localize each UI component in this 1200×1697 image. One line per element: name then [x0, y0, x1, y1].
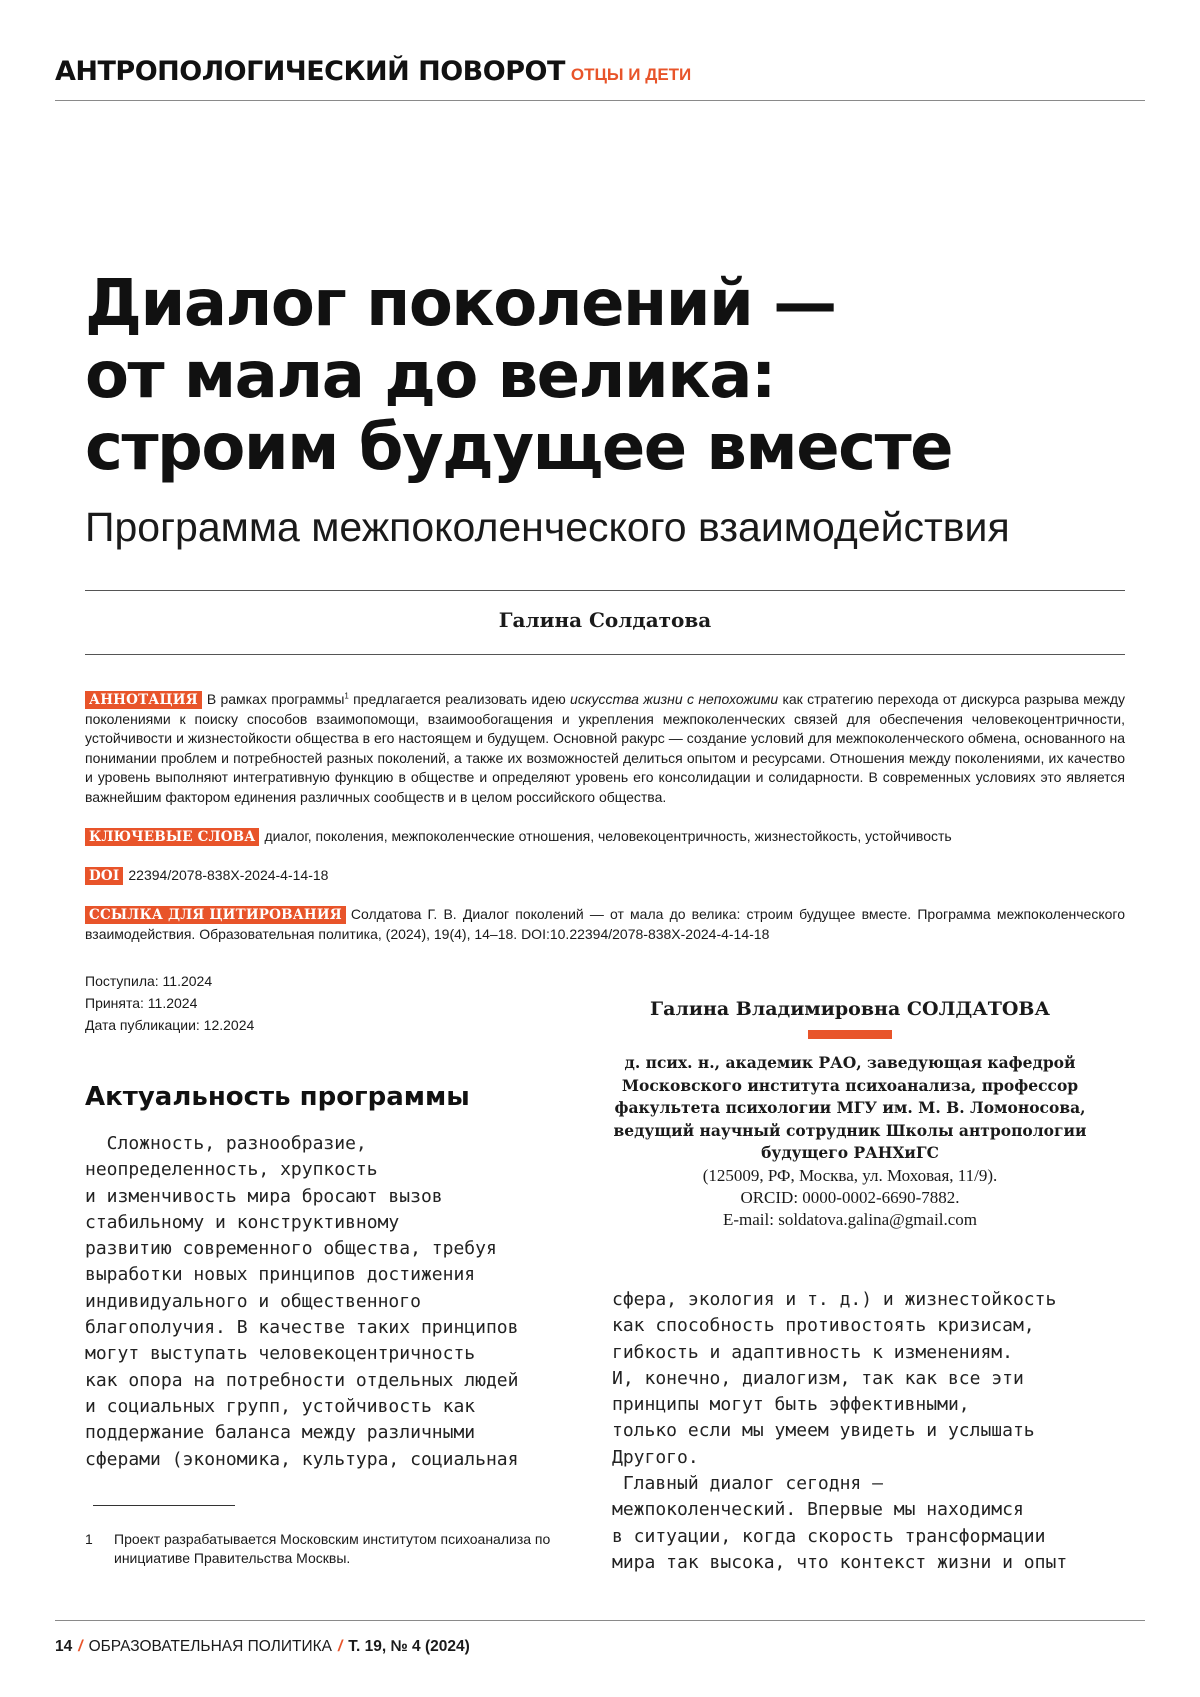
footnote: [85, 1530, 605, 1568]
body-column-right: [612, 1287, 1132, 1576]
text-line: И, конечно, диалогизм, так как все эти: [612, 1366, 1132, 1392]
section-title: АНТРОПОЛОГИЧЕСКИЙ ПОВОРОТ: [55, 56, 565, 87]
annotation-text: В рамках программы: [207, 691, 345, 707]
author-byline: Галина Солдатова: [85, 608, 1125, 632]
doi-block: [85, 866, 1125, 886]
keywords-label: КЛЮЧЕВЫЕ СЛОВА: [85, 828, 259, 846]
text-line: развитию современного общества, требуя: [85, 1236, 565, 1262]
issue-info: Т. 19, № 4 (2024): [348, 1638, 470, 1655]
divider: [85, 590, 1125, 591]
title-line: строим будущее вместе: [85, 412, 1125, 484]
article-title: [85, 268, 1125, 484]
running-header: [55, 56, 1145, 101]
journal-name: ОБРАЗОВАТЕЛЬНАЯ ПОЛИТИКА: [89, 1638, 332, 1655]
citation-text: Солдатова Г. В. Диалог поколений — от мала до велика: строим будущее вместе. Программа межпоколенческого взаимодействия. Образовательная политика, (2024), 19(4), 14–18. DOI:10.22394/2078-838X-2024-4-14-18: [85, 906, 1125, 942]
author-orcid: ORCID: 0000-0002-6690-7882.: [600, 1187, 1100, 1209]
text-line: Главный диалог сегодня —: [612, 1471, 1132, 1497]
footer-rule: [55, 1620, 1145, 1621]
page-footer: [55, 1638, 470, 1656]
annotation-text: как стратегию перехода от дискурса разрыва между поколениями к поиску способов взаимопомощи, взаимообогащения и укрепления межпоколенческих связей для обеспечения человекоцентричности, устойчивости и жизнестойкости общества в его настоящем и будущем. Основной ракурс — создание условий для межпоколенческого обмена, основанного на понимании проблем и потребностей разных поколений, а также их возможностей делиться опытом и ресурсами. Отношения между поколениями, их качество и уровень выполняют интегративную функцию в обществе и определяют уровень его консолидации и солидарности. В современных условиях это является важнейшим фактором единения различных сообществ и в целом российского общества.: [85, 691, 1125, 805]
author-address: (125009, РФ, Москва, ул. Моховая, 11/9).: [600, 1165, 1100, 1187]
article-subtitle: Программа межпоколенческого взаимодействия: [85, 504, 1145, 551]
text-line: мира так высока, что контекст жизни и опыт: [612, 1550, 1132, 1576]
keywords-text: диалог, поколения, межпоколенческие отношения, человекоцентричность, жизнестойкость, устойчивость: [264, 828, 951, 844]
doi-text: 22394/2078-838X-2024-4-14-18: [128, 867, 328, 883]
footnote-text: Проект разрабатывается Московским институтом психоанализа по инициативе Правительства Москвы.: [114, 1530, 605, 1568]
text-line: только если мы умеем увидеть и услышать: [612, 1418, 1132, 1444]
dates-block: [85, 970, 385, 1036]
annotation-emphasis: искусства жизни с непохожими: [570, 691, 778, 707]
text-line: как способность противостоять кризисам,: [612, 1313, 1132, 1339]
text-line: гибкость и адаптивность к изменениям.: [612, 1340, 1132, 1366]
author-position: д. псих. н., академик РАО, заведующая кафедрой Московского института психоанализа, профессор факультета психологии МГУ им. М. В. Ломоносова, ведущий научный сотрудник Школы антропологии будущего РАНХиГС: [600, 1052, 1100, 1165]
text-line: Другого.: [612, 1445, 1132, 1471]
text-line: как опора на потребности отдельных людей: [85, 1368, 565, 1394]
text-line: в ситуации, когда скорость трансформации: [612, 1524, 1132, 1550]
slash-separator: /: [78, 1638, 82, 1655]
section-heading: Актуальность программы: [85, 1082, 470, 1112]
text-line: межпоколенческий. Впервые мы находимся: [612, 1497, 1132, 1523]
text-line: поддержание баланса между различными: [85, 1420, 565, 1446]
slash-separator: /: [338, 1638, 342, 1655]
received-date: Поступила: 11.2024: [85, 970, 385, 992]
text-line: стабильному и конструктивному: [85, 1210, 565, 1236]
accepted-date: Принята: 11.2024: [85, 992, 385, 1014]
author-full-name: Галина Владимировна СОЛДАТОВА: [600, 998, 1100, 1020]
doi-label: DOI: [85, 867, 123, 885]
published-date: Дата публикации: 12.2024: [85, 1014, 385, 1036]
footnote-number: 1: [85, 1530, 93, 1549]
text-line: индивидуального и общественного: [85, 1289, 565, 1315]
rubric-label: ОТЦЫ И ДЕТИ: [571, 65, 691, 84]
author-email[interactable]: E-mail: soldatova.galina@gmail.com: [600, 1209, 1100, 1231]
footnote-mark: 1: [344, 691, 348, 700]
keywords-block: [85, 827, 1125, 847]
text-line: благополучия. В качестве таких принципов: [85, 1315, 565, 1341]
text-line: сферами (экономика, культура, социальная: [85, 1447, 565, 1473]
author-card: [600, 998, 1100, 1231]
text-line: Сложность, разнообразие,: [85, 1131, 565, 1157]
citation-label: ССЫЛКА ДЛЯ ЦИТИРОВАНИЯ: [85, 906, 346, 924]
title-line: Диалог поколений —: [85, 268, 1125, 340]
text-line: могут выступать человекоцентричность: [85, 1341, 565, 1367]
annotation-label: АННОТАЦИЯ: [85, 691, 202, 709]
citation-block: [85, 905, 1125, 944]
footnote-rule: [93, 1505, 235, 1506]
text-line: неопределенность, хрупкость: [85, 1157, 565, 1183]
divider: [85, 654, 1125, 655]
accent-bar: [808, 1030, 892, 1039]
text-line: принципы могут быть эффективными,: [612, 1392, 1132, 1418]
text-line: и изменчивость мира бросают вызов: [85, 1184, 565, 1210]
page-number: 14: [55, 1638, 72, 1655]
annotation-block: [85, 690, 1125, 807]
text-line: выработки новых принципов достижения: [85, 1262, 565, 1288]
text-line: сфера, экология и т. д.) и жизнестойкость: [612, 1287, 1132, 1313]
text-line: и социальных групп, устойчивость как: [85, 1394, 565, 1420]
body-column-left: [85, 1131, 565, 1473]
annotation-text: предлагается реализовать идею: [349, 691, 570, 707]
title-line: от мала до велика:: [85, 340, 1125, 412]
